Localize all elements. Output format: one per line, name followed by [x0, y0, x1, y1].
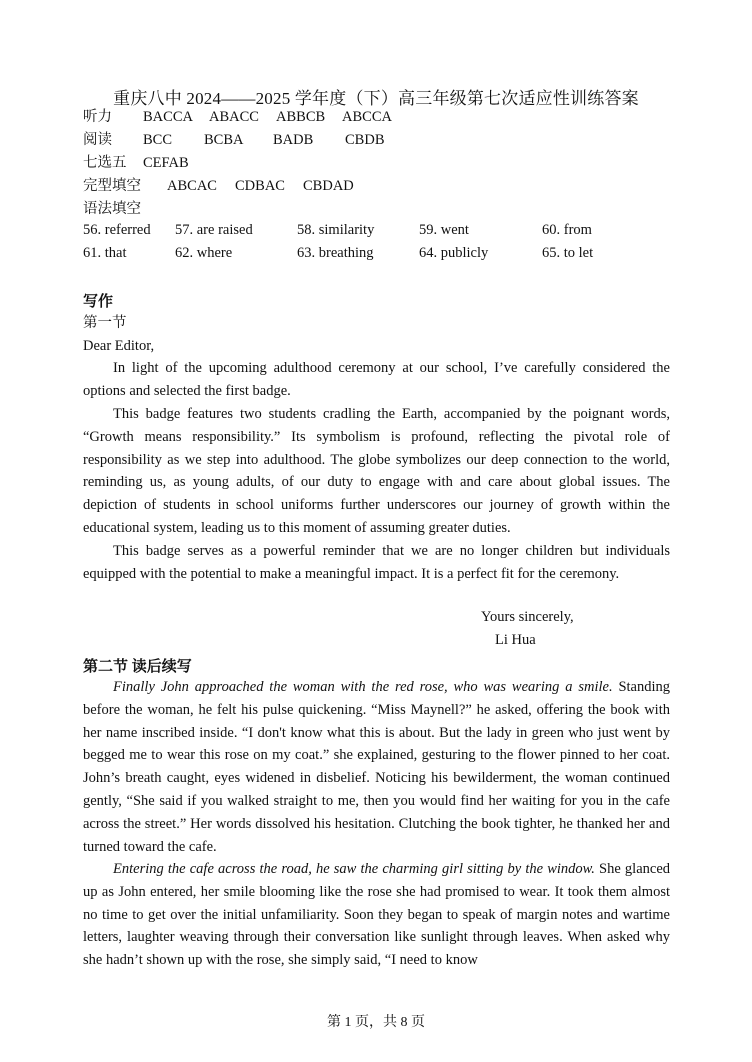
page-footer: 第 1 页，共 8 页	[327, 1015, 425, 1030]
answer-group: CBDAD	[303, 178, 354, 194]
grammar-item: 61. that	[83, 245, 127, 261]
answer-group: BCBA	[204, 132, 244, 148]
answer-group: BADB	[273, 132, 314, 148]
cloze-answers	[83, 176, 354, 196]
continuation-paragraph	[83, 858, 670, 972]
listening-label: 听力	[83, 109, 112, 125]
listening-answers	[83, 107, 392, 127]
answer-group: BACCA	[143, 109, 193, 125]
answer-group: ABBCB	[276, 109, 326, 125]
letter-salutation: Dear Editor,	[83, 338, 155, 354]
paragraph-body: Standing before the woman, he felt his pulse quickening. “Miss Maynell?” he asked, offering the book with her name inscribed inside. “I don't know what this is about. But the lady in green who just went by begged me to wear this rose on my coat.” she explained, gesturing to the flower pinned to her coat. John’s breath caught, eyes widened in disbelief. Noticing his bewilderment, the woman continued gently, “She said if you walked straight to me, then you would find her waiting for you in the cafe across the street.” Her words dissolved his hesitation. Clutching the book tighter, he thanked her and turned toward the cafe.	[83, 679, 671, 855]
cloze-label: 完型填空	[83, 178, 141, 194]
seven-five-answers	[83, 153, 189, 173]
paragraph-body: She glanced up as John entered, her smile blooming like the rose she had promised to wear. It took them almost no time to get over the initial unfamiliarity. Soon they began to speak of margin notes and wartime letters, laughter weaving through their conversation like sunlight through leaves. When asked why she hadn’t shown up with the rose, she simply said, “I need to know	[83, 861, 671, 969]
letter-paragraph: In light of the upcoming adulthood ceremony at our school, I’ve carefully considered the options and selected the first badge.	[83, 360, 670, 399]
answer-group: ABACC	[209, 109, 259, 125]
grammar-item: 56. referred	[83, 222, 151, 238]
answer-group: CBDB	[345, 132, 385, 148]
grammar-item: 59. went	[419, 222, 469, 238]
page-title: 重庆八中 2024——2025 学年度（下）高三年级第七次适应性训练答案	[113, 89, 639, 108]
grammar-item: 60. from	[542, 222, 592, 238]
letter-paragraph: This badge serves as a powerful reminder that we are no longer children but individuals equipped with the potential to make a meaningful impact. It is a perfect fit for the ceremony.	[83, 543, 670, 582]
paragraph-lead: Entering the cafe across the road, he saw the charming girl sitting by the window.	[113, 861, 595, 877]
part1-heading: 第一节	[83, 315, 127, 331]
answer-group: ABCCA	[342, 109, 392, 125]
grammar-answers	[83, 222, 683, 268]
grammar-item: 62. where	[175, 245, 233, 261]
answer-group: ABCAC	[167, 178, 217, 194]
answer-group: CDBAC	[235, 178, 285, 194]
grammar-item: 58. similarity	[297, 222, 375, 238]
part2-heading: 第二节 读后续写	[83, 659, 192, 675]
grammar-item: 65. to let	[542, 245, 594, 261]
letter-signature: Li Hua	[495, 632, 536, 648]
continuation-paragraph	[83, 676, 670, 858]
letter-closing: Yours sincerely,	[481, 609, 574, 625]
answer-group: BCC	[143, 132, 173, 148]
grammar-label: 语法填空	[83, 201, 141, 217]
grammar-item: 57. are raised	[175, 222, 253, 238]
letter-paragraph: This badge features two students cradling the Earth, accompanied by the poignant words, “Growth means responsibility.” Its symbolism is profound, reflecting the pivotal role of responsibility as we step into adulthood. The globe symbolizes our deep connection to the world, reminding us, as young adults, of our duty to engage with and care about global issues. The depiction of students in school uniforms further underscores our journey of growth within the educational system, leading us to this moment of assuming greater duties.	[83, 406, 670, 536]
answer-group: CEFAB	[143, 155, 189, 171]
reading-label: 阅读	[83, 132, 112, 148]
grammar-item: 64. publicly	[419, 245, 489, 261]
writing-heading: 写作	[83, 294, 114, 310]
reading-answers	[83, 130, 385, 150]
paragraph-lead: Finally John approached the woman with the red rose, who was wearing a smile.	[113, 679, 613, 695]
seven-five-label: 七选五	[83, 155, 127, 171]
grammar-item: 63. breathing	[297, 245, 374, 261]
